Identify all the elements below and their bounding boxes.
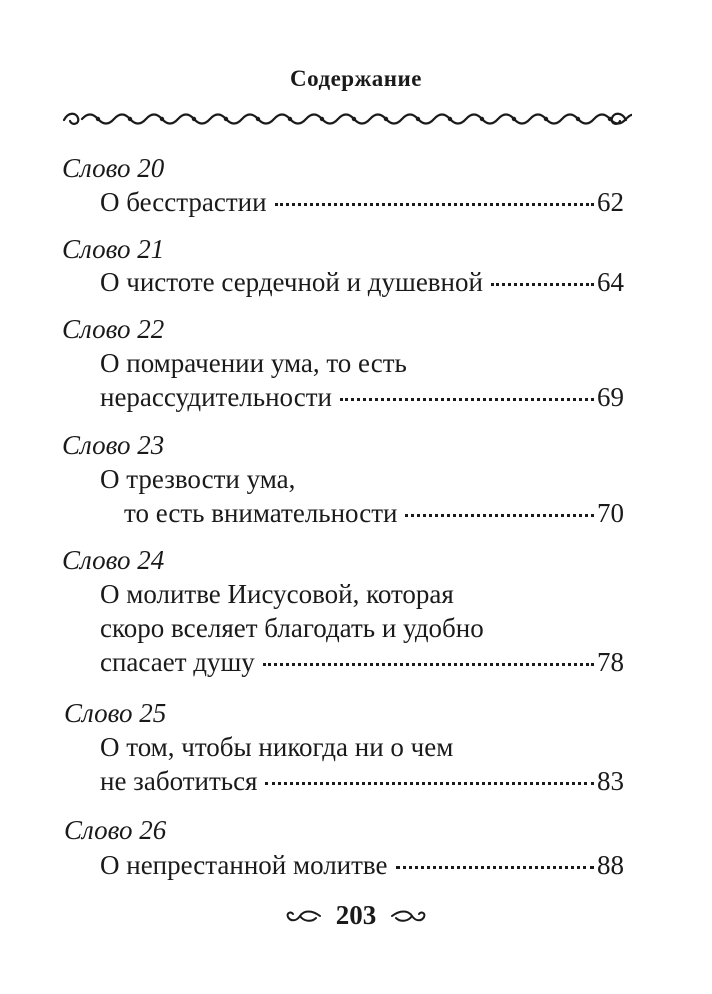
page-reference: 78 — [597, 647, 624, 677]
entry-number: Слово 24 — [62, 545, 165, 575]
dot-leader — [396, 866, 594, 869]
entry-title-line: О трезвости ума, — [100, 464, 296, 494]
dot-leader — [263, 663, 594, 666]
dot-leader — [265, 782, 594, 785]
entry-title: нерассудительности — [100, 382, 332, 412]
entry-title: не заботиться — [100, 766, 258, 796]
toc-row — [100, 186, 624, 218]
page-footer — [0, 900, 712, 931]
dot-leader — [275, 203, 594, 206]
entry-title-line: скоро вселяет благодать и удобно — [100, 613, 484, 643]
entry-number: Слово 22 — [62, 314, 165, 344]
entry-title-line: О том, чтобы никогда ни о чем — [100, 732, 454, 762]
entry-title: то есть внимательности — [124, 498, 398, 528]
toc-row — [100, 646, 624, 678]
dot-leader — [405, 514, 594, 517]
entry-title: О бесстрастии — [100, 187, 267, 217]
toc-row — [124, 497, 624, 529]
toc-row — [100, 381, 624, 413]
entry-title: О чистоте сердечной и душевной — [100, 267, 483, 297]
page-number: 203 — [335, 900, 377, 930]
ornamental-divider — [58, 106, 632, 132]
entry-number: Слово 21 — [62, 234, 165, 264]
toc-row — [100, 765, 624, 797]
entry-number: Слово 25 — [64, 698, 167, 728]
right-swirl-ornament — [390, 907, 430, 925]
page-reference: 69 — [597, 382, 624, 412]
page-reference: 83 — [597, 766, 624, 796]
dot-leader — [340, 398, 594, 401]
toc-row — [100, 849, 624, 881]
page-reference: 62 — [597, 187, 624, 217]
entry-title-line: О молитве Иисусовой, которая — [100, 579, 454, 609]
entry-title: спасает душу — [100, 647, 255, 677]
toc-row — [100, 266, 624, 298]
entry-number: Слово 20 — [62, 153, 165, 183]
dot-leader — [491, 283, 594, 286]
page-title: Содержание — [290, 66, 422, 91]
entry-title-line: О помрачении ума, то есть — [100, 348, 407, 378]
entry-title: О непрестанной молитве — [100, 850, 388, 880]
page-reference: 70 — [597, 498, 624, 528]
page-reference: 64 — [597, 267, 624, 297]
page-reference: 88 — [597, 850, 624, 880]
entry-number: Слово 23 — [62, 430, 165, 460]
entry-number: Слово 26 — [64, 815, 167, 845]
left-swirl-ornament — [282, 907, 322, 925]
